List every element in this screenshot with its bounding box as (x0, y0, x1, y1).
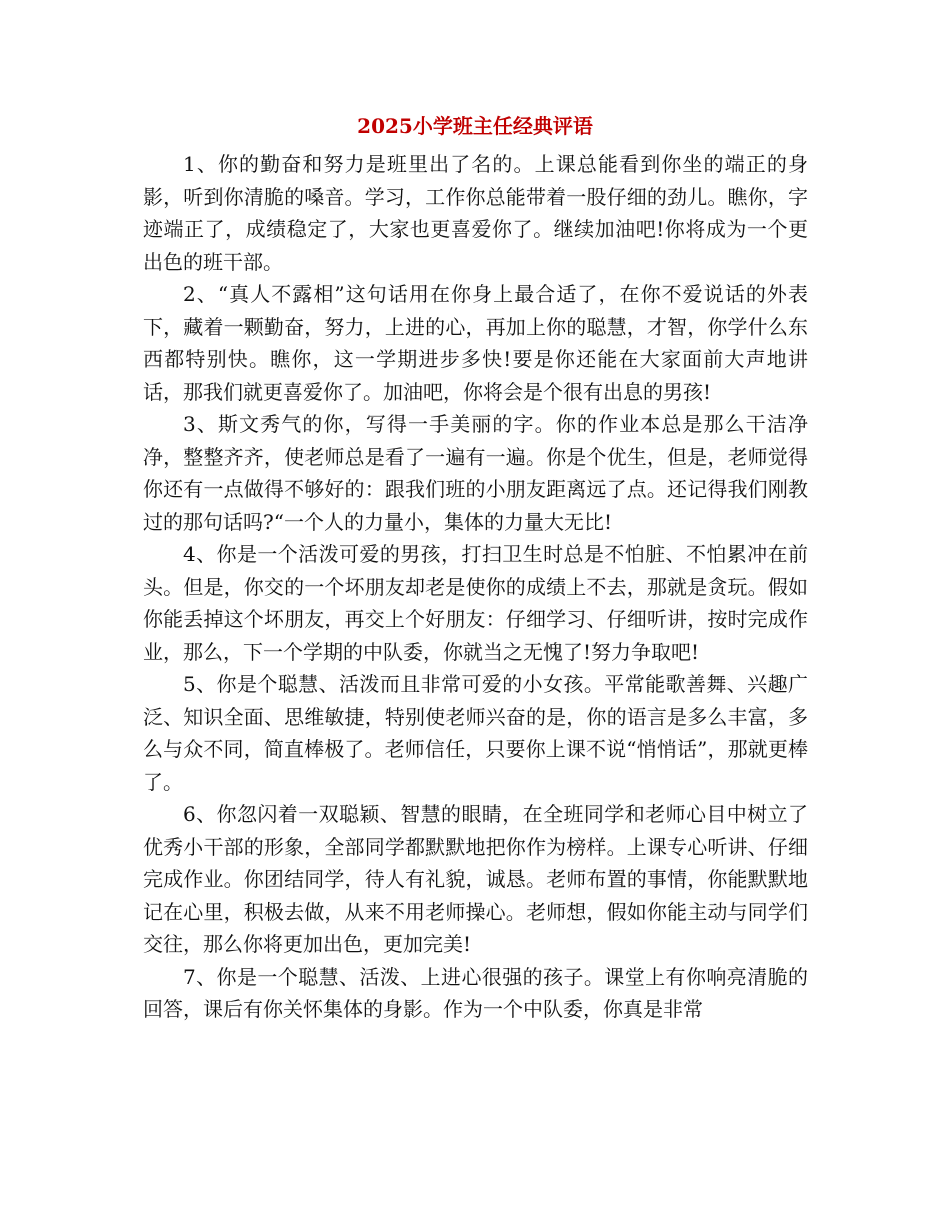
document-title: 2025小学班主任经典评语 (357, 114, 593, 138)
paragraph-4: 4、你是一个活泼可爱的男孩，打扫卫生时总是不怕脏、不怕累冲在前头。但是，你交的一个坏朋友却老是使你的成绩上不去，那就是贪玩。假如你能丢掉这个坏朋友，再交上个好朋友：仔细学习、仔细听讲，按时完成作业，那么，下一个学期的中队委，你就当之无愧了!努力争取吧! (143, 542, 808, 664)
paragraph-7: 7、你是一个聪慧、活泼、上进心很强的孩子。课堂上有你响亮清脆的回答，课后有你关怀集体的身影。作为一个中队委，你真是非常 (143, 964, 808, 1021)
paragraph-1: 1、你的勤奋和努力是班里出了名的。上课总能看到你坐的端正的身影，听到你清脆的嗓音。学习，工作你总能带着一股仔细的劲儿。瞧你，字迹端正了，成绩稳定了，大家也更喜爱你了。继续加油吧!你将成为一个更出色的班干部。 (143, 152, 808, 274)
paragraph-2: 2、“真人不露相”这句话用在你身上最合适了，在你不爱说话的外表下，藏着一颗勤奋，努力，上进的心，再加上你的聪慧，才智，你学什么东西都特别快。瞧你，这一学期进步多快!要是你还能在大家面前大声地讲话，那我们就更喜爱你了。加油吧，你将会是个很有出息的男孩! (143, 282, 808, 404)
paragraph-5: 5、你是个聪慧、活泼而且非常可爱的小女孩。平常能歌善舞、兴趣广泛、知识全面、思维敏捷，特别使老师兴奋的是，你的语言是多么丰富，多么与众不同，简直棒极了。老师信任，只要你上课不说“悄悄话”，那就更棒了。 (143, 672, 808, 794)
paragraph-6: 6、你忽闪着一双聪颖、智慧的眼睛，在全班同学和老师心目中树立了优秀小干部的形象，全部同学都默默地把你作为榜样。上课专心听讲、仔细完成作业。你团结同学，待人有礼貌，诚恳。老师布置的事情，你能默默地记在心里，积极去做，从来不用老师操心。老师想，假如你能主动与同学们交往，那么你将更加出色，更加完美! (143, 802, 808, 956)
document-body (143, 148, 808, 1026)
paragraph-3: 3、斯文秀气的你，写得一手美丽的字。你的作业本总是那么干洁净净，整整齐齐，使老师总是看了一遍有一遍。你是个优生，但是，老师觉得你还有一点做得不够好的：跟我们班的小朋友距离远了点。还记得我们刚教过的那句话吗?“一个人的力量小，集体的力量大无比! (143, 412, 808, 534)
